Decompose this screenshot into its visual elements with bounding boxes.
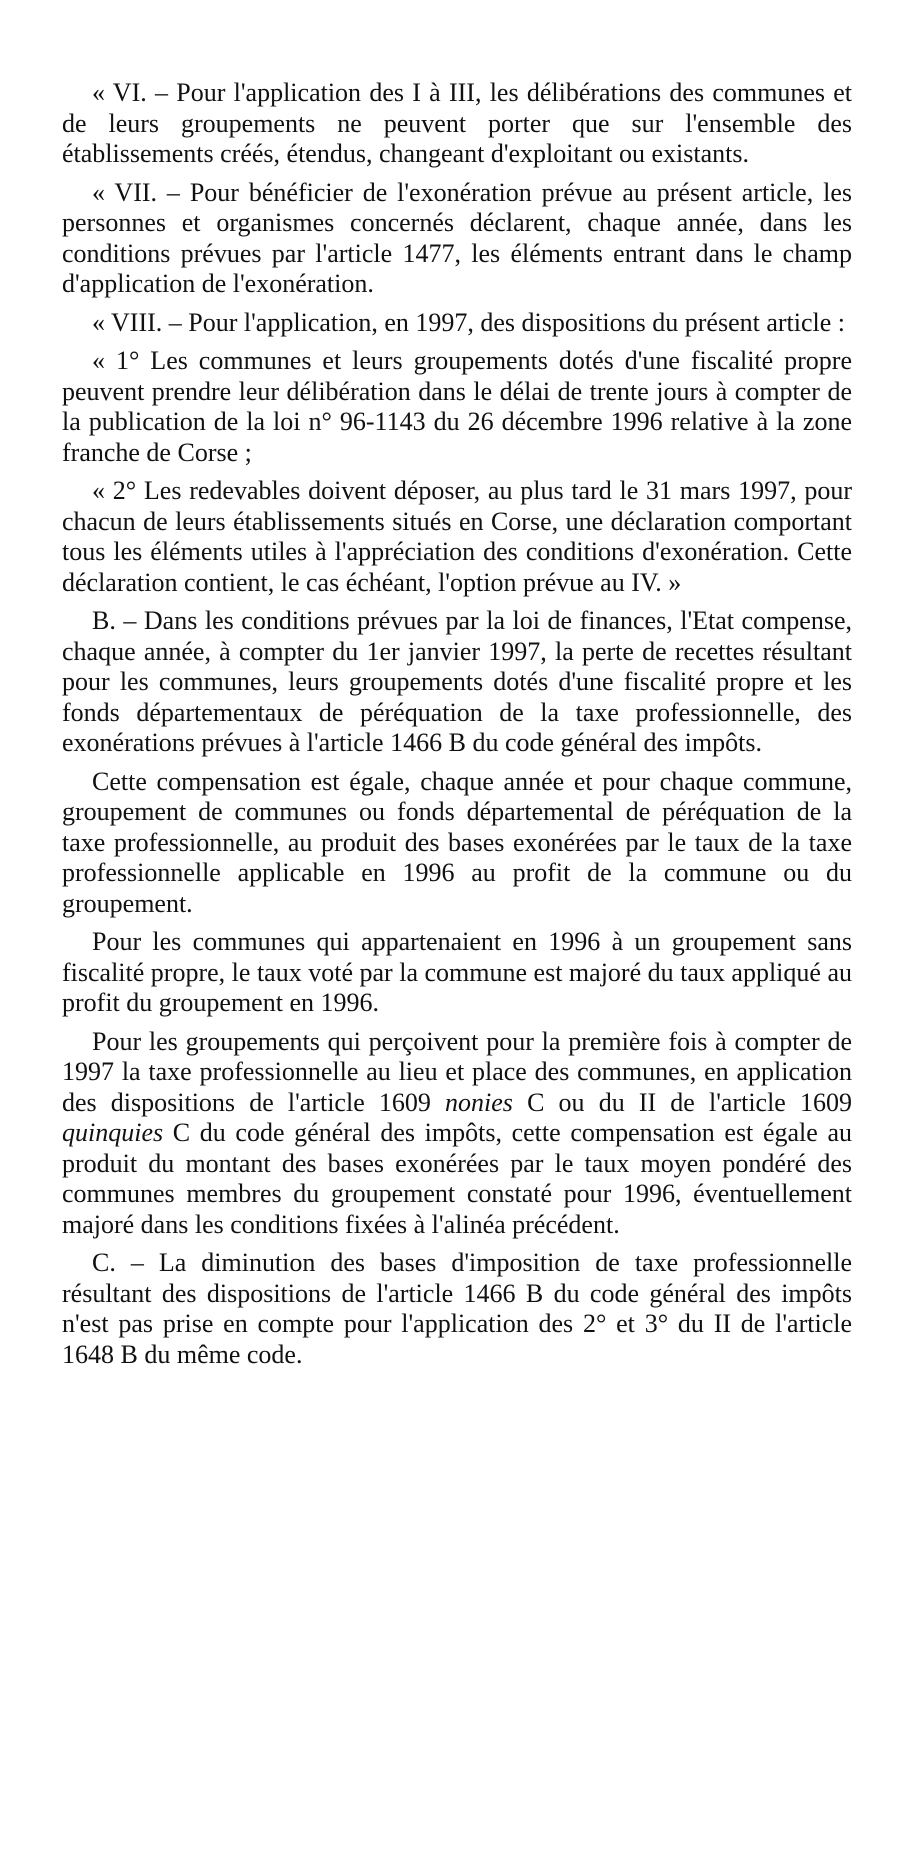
paragraph-viii-2: « 2° Les redevables doivent déposer, au plus tard le 31 mars 1997, pour chacun de leurs établissements situés en Corse, une déclaration comportant tous les éléments utiles à l'appréciation des conditions d'exonération. Cette déclaration contient, le cas échéant, l'option prévue au IV. »	[62, 476, 852, 597]
paragraph-b: B. – Dans les conditions prévues par la loi de finances, l'Etat compense, chaque année, à compter du 1er janvier 1997, la perte de recettes résultant pour les communes, leurs groupements dotés d'une fiscalité propre et les fonds départementaux de péréquation de la taxe professionnelle, des exonérations prévues à l'article 1466 B du code général des impôts.	[62, 606, 852, 757]
paragraph-vi: « VI. – Pour l'application des I à III, les délibérations des communes et de leurs groupements ne peuvent porter que sur l'ensemble des établissements créés, étendus, changeant d'exploitant ou existants.	[62, 78, 852, 168]
paragraph-b-groupements	[62, 1027, 852, 1241]
italic-term-nonies: nonies	[445, 1087, 513, 1117]
paragraph-b-communes: Pour les communes qui appartenaient en 1996 à un groupement sans fiscalité propre, le taux voté par la commune est majoré du taux appliqué au profit du groupement en 1996.	[62, 927, 852, 1017]
paragraph-viii-1: « 1° Les communes et leurs groupements dotés d'une fiscalité propre peuvent prendre leur délibération dans le délai de trente jours à compter de la publication de la loi n° 96-1143 du 26 décembre 1996 relative à la zone franche de Corse ;	[62, 346, 852, 467]
paragraph-vii: « VII. – Pour bénéficier de l'exonération prévue au présent article, les personnes et organismes concernés déclarent, chaque année, dans les conditions prévues par l'article 1477, les éléments entrant dans le champ d'application de l'exonération.	[62, 177, 852, 298]
paragraph-b-groupements-post: C du code général des impôts, cette compensation est égale au produit du montant des bases exonérées par le taux moyen pondéré des communes membres du groupement constaté pour 1996, éventuellement majoré dans les conditions fixées à l'alinéa précédent.	[62, 1118, 852, 1239]
paragraph-b-groupements-pre: Pour les groupements qui perçoivent pour la première fois à compter de 1997 la taxe professionnelle au lieu et place des communes, en application des dispositions de l'article 1609	[62, 1026, 852, 1117]
paragraph-b-compensation: Cette compensation est égale, chaque année et pour chaque commune, groupement de communes ou fonds départemental de péréquation de la taxe professionnelle, au produit des bases exonérées par le taux de la taxe professionnelle applicable en 1996 au profit de la commune ou du groupement.	[62, 766, 852, 918]
italic-term-quinquies: quinquies	[62, 1118, 164, 1147]
paragraph-viii: « VIII. – Pour l'application, en 1997, des dispositions du présent article :	[92, 307, 846, 337]
document-page	[62, 78, 852, 1378]
paragraph-b-groupements-mid: C ou du II de l'article 1609	[512, 1087, 852, 1117]
paragraph-c: C. – La diminution des bases d'imposition de taxe professionnelle résultant des dispositions de l'article 1466 B du code général des impôts n'est pas prise en compte pour l'application des 2° et 3° du II de l'article 1648 B du même code.	[62, 1248, 852, 1369]
